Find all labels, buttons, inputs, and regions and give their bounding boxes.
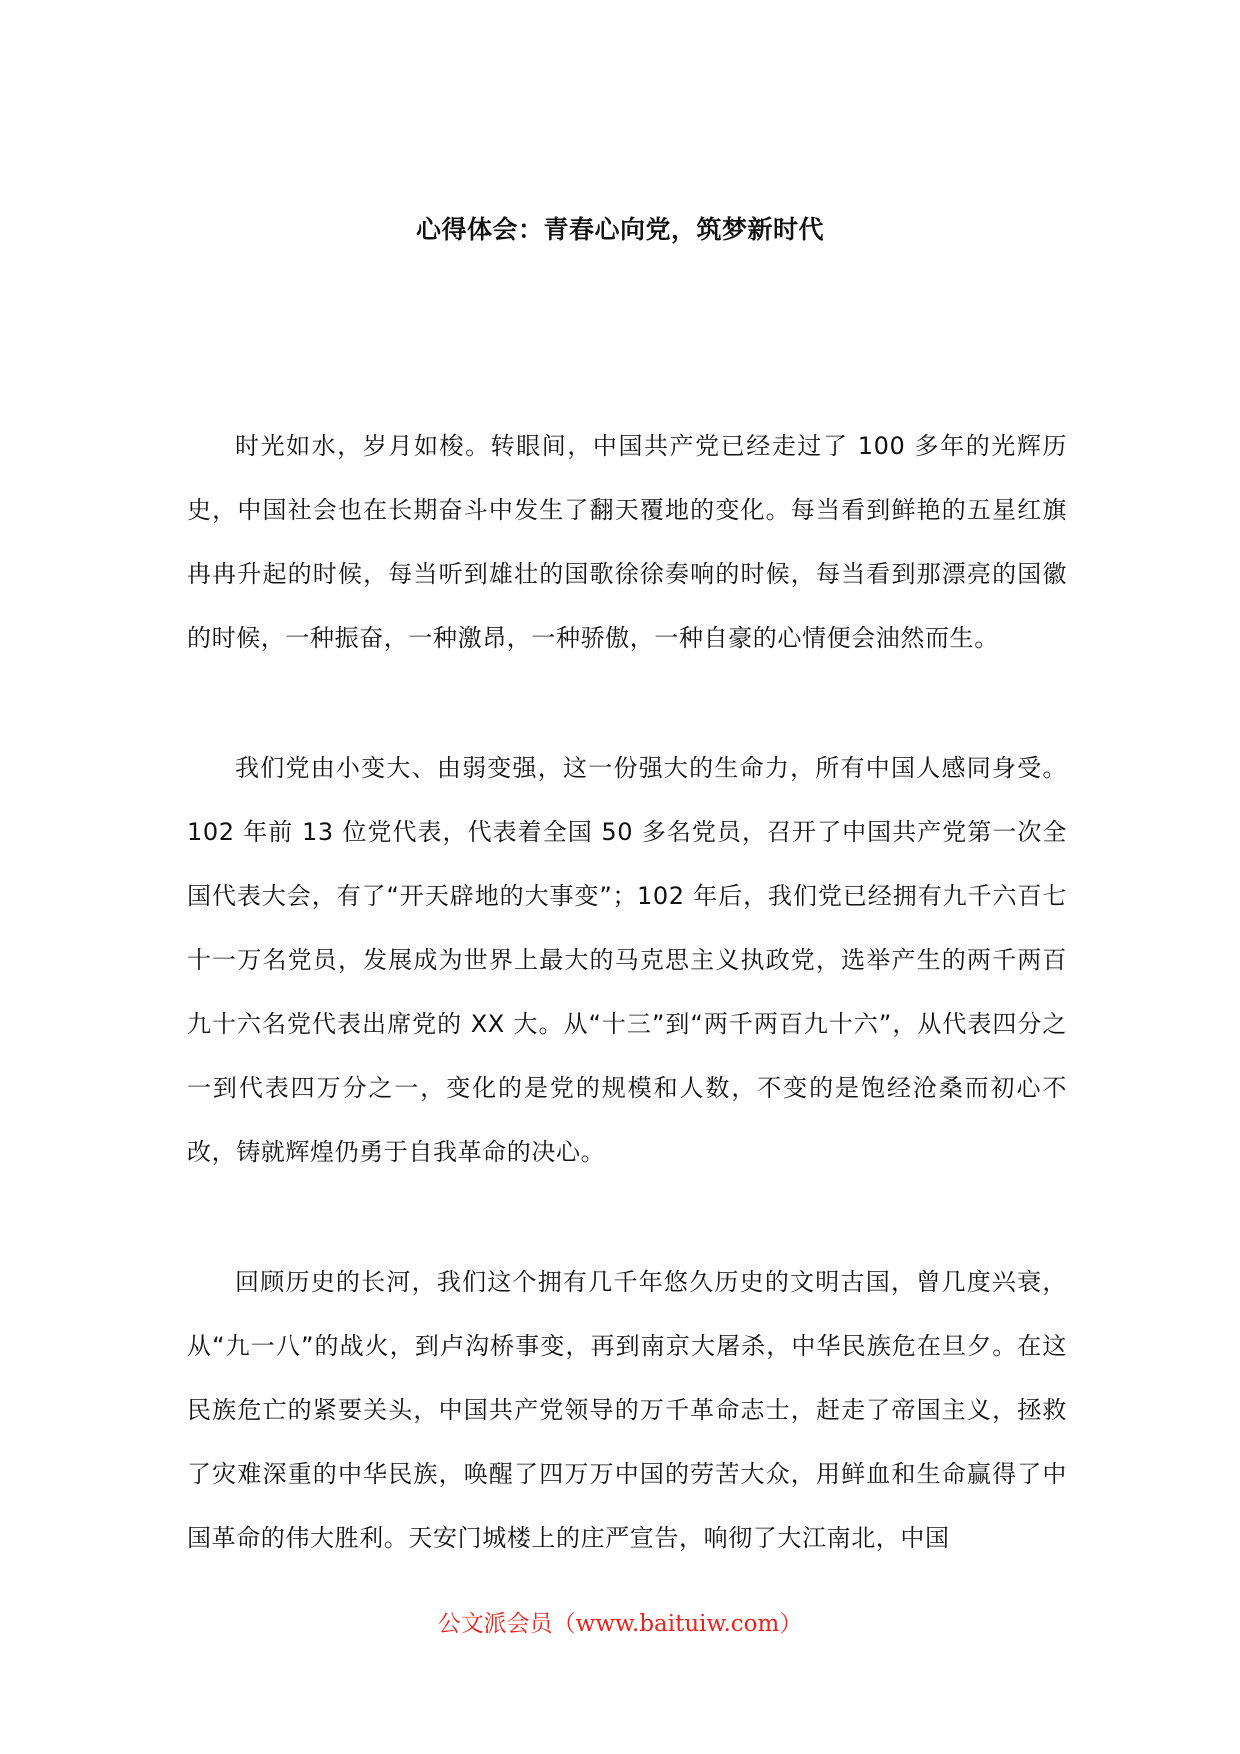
paragraph-1: 时光如水，岁月如梭。转眼间，中国共产党已经走过了 100 多年的光辉历史，中国社会也在长期奋斗中发生了翻天覆地的变化。每当看到鲜艳的五星红旗冉冉升起的时候，每当听到雄壮的国歌徐徐奏响的时候，每当看到那漂亮的国徽的时候，一种振奋，一种激昂，一种骄傲，一种自豪的心情便会油然而生。 <box>187 432 1067 652</box>
footer-prefix: 公文派会员（ <box>437 1611 576 1637</box>
footer-watermark <box>0 1604 1240 1644</box>
document-body <box>187 414 1067 1570</box>
footer-url: www.baituiw.com <box>575 1611 780 1637</box>
paragraph-3: 回顾历史的长河，我们这个拥有几千年悠久历史的文明古国，曾几度兴衰，从“九一八”的战火，到卢沟桥事变，再到南京大屠杀，中华民族危在旦夕。在这民族危亡的紧要关头，中国共产党领导的万千革命志士，赶走了帝国主义，拯救了灾难深重的中华民族，唤醒了四万万中国的劳苦大众，用鲜血和生命赢得了中国革命的伟大胜利。天安门城楼上的庄严宣告，响彻了大江南北，中国 <box>187 1268 1067 1552</box>
footer-suffix: ） <box>779 1611 803 1637</box>
document-title: 心得体会：青春心向党，筑梦新时代 <box>415 215 824 244</box>
paragraph-2: 我们党由小变大、由弱变强，这一份强大的生命力，所有中国人感同身受。102 年前 13 位党代表，代表着全国 50 多名党员，召开了中国共产党第一次全国代表大会，有了“开天辟地的大事变”；102 年后，我们党已经拥有九千六百七十一万名党员，发展成为世界上最大的马克思主义执政党，选举产生的两千两百九十六名党代表出席党的 XX 大。从“十三”到“两千两百九十六”，从代表四分之一到代表四万分之一，变化的是党的规模和人数，不变的是饱经沧桑而初心不改，铸就辉煌仍勇于自我革命的决心。 <box>187 754 1067 1166</box>
